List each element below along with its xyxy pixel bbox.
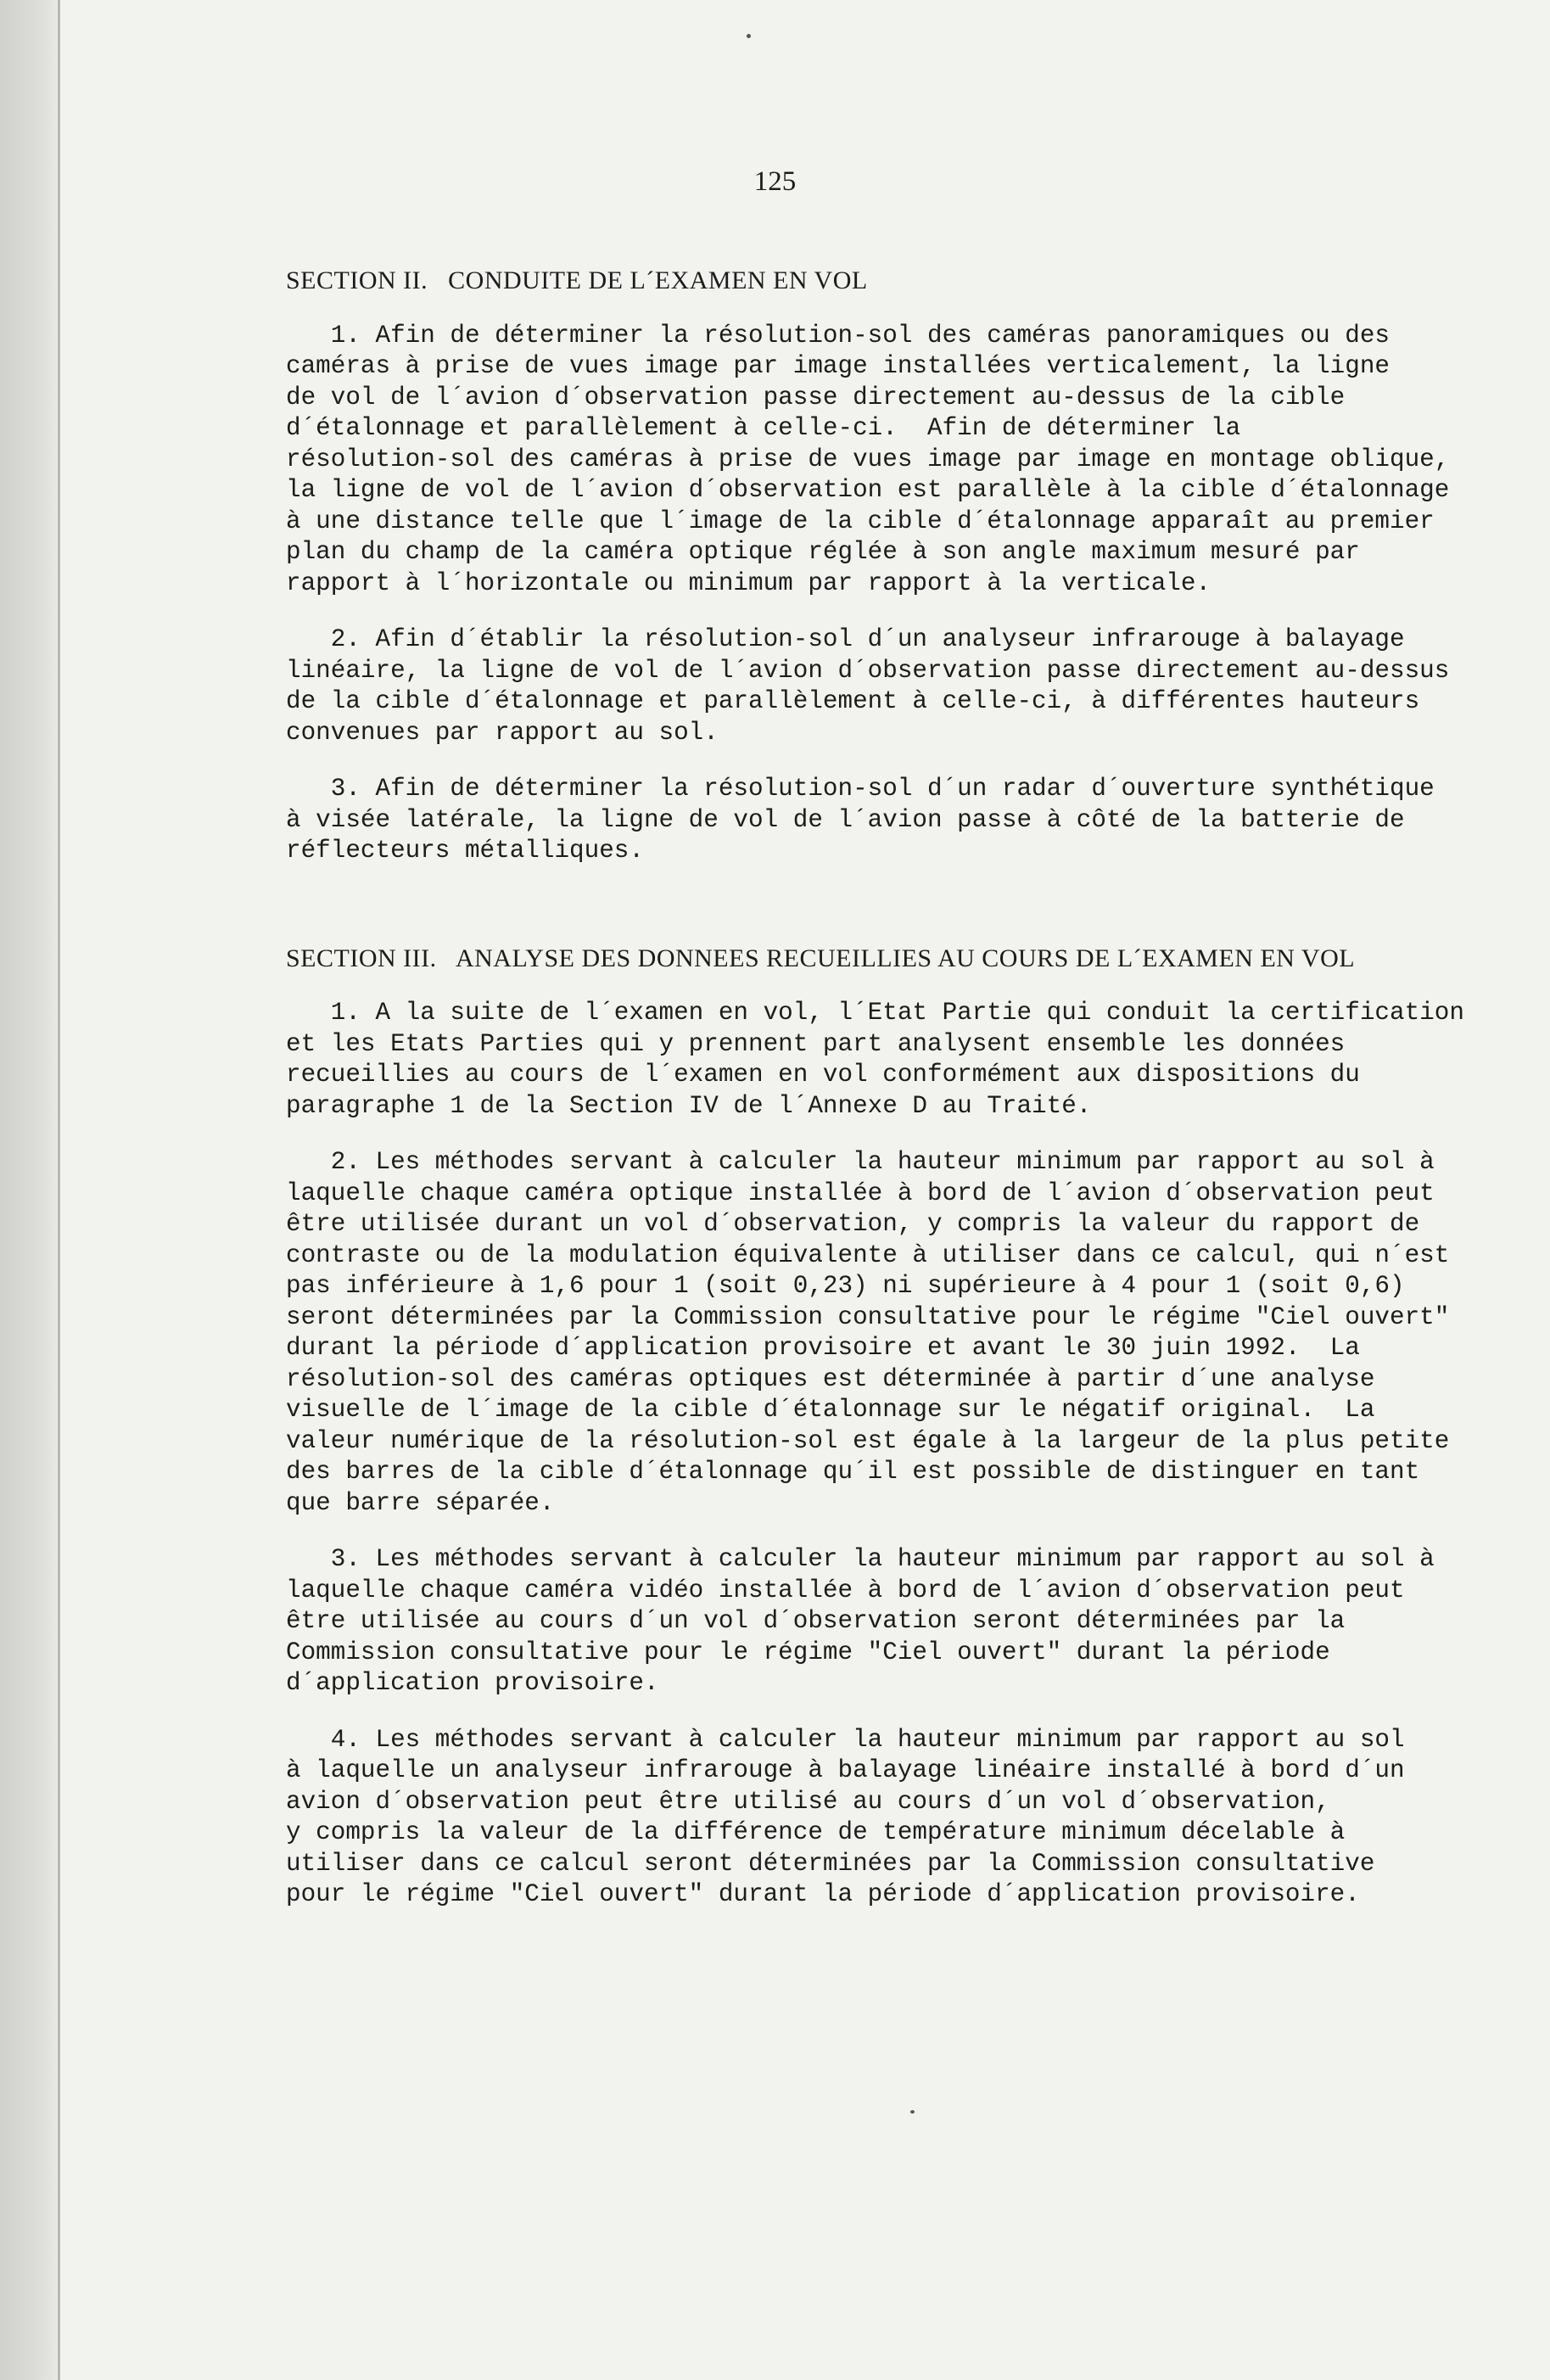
section-heading: SECTION III. ANALYSE DES DONNEES RECUEILLIES AU COURS DE L´EXAMEN EN VOL [286, 944, 1356, 972]
text-line: 3. Afin de déterminer la résolution-sol d´un radar d´ouverture synthétique [286, 775, 1435, 803]
text-line: linéaire, la ligne de vol de l´avion d´observation passe directement au-dessus [286, 656, 1450, 685]
text-line: laquelle chaque caméra vidéo installée à bord de l´avion d´observation peut [286, 1576, 1405, 1604]
text-line: pour le régime "Ciel ouvert" durant la période d´application provisoire. [286, 1880, 1360, 1908]
text-line: rapport à l´horizontale ou minimum par rapport à la verticale. [286, 568, 1211, 597]
text-line: 4. Les méthodes servant à calculer la hauteur minimum par rapport au sol [286, 1725, 1405, 1754]
text-line: résolution-sol des caméras à prise de vues image par image en montage oblique, [286, 445, 1450, 473]
text-line: 2. Afin d´établir la résolution-sol d´un analyseur infrarouge à balayage [286, 625, 1405, 653]
text-line: laquelle chaque caméra optique installée à bord de l´avion d´observation peut [286, 1179, 1435, 1207]
text-line: 3. Les méthodes servant à calculer la hauteur minimum par rapport au sol à [286, 1545, 1435, 1573]
text-line: convenues par rapport au sol. [286, 718, 719, 747]
text-line: paragraphe 1 de la Section IV de l´Annexe D au Traité. [286, 1091, 1092, 1120]
text-line: à visée latérale, la ligne de vol de l´avion passe à côté de la batterie de [286, 805, 1405, 834]
paragraph [286, 1147, 1469, 1519]
text-line: de vol de l´avion d´observation passe directement au-dessus de la cible [286, 383, 1346, 412]
text-line: utiliser dans ce calcul seront déterminées par la Commission consultative [286, 1849, 1375, 1878]
text-line: la ligne de vol de l´avion d´observation est parallèle à la cible d´étalonnage [286, 476, 1450, 504]
text-line: caméras à prise de vues image par image installées verticalement, la ligne [286, 352, 1390, 380]
section-spacer [286, 893, 1469, 944]
scan-speck [910, 2110, 915, 2114]
text-line: contraste ou de la modulation équivalente à utiliser dans ce calcul, qui n´est [286, 1240, 1450, 1269]
document-body [286, 266, 1469, 1936]
scan-speck [747, 34, 751, 38]
text-line: d´étalonnage et parallèlement à celle-ci. Afin de déterminer la [286, 414, 1241, 442]
text-line: visuelle de l´image de la cible d´étalonnage sur le négatif original. La [286, 1396, 1375, 1424]
text-line: 1. Afin de déterminer la résolution-sol des caméras panoramiques ou des [286, 321, 1390, 350]
text-line: à une distance telle que l´image de la cible d´étalonnage apparaît au premier [286, 507, 1435, 535]
text-line: plan du champ de la caméra optique réglée à son angle maximum mesuré par [286, 538, 1360, 566]
text-line: pas inférieure à 1,6 pour 1 (soit 0,23) ni supérieure à 4 pour 1 (soit 0,6) [286, 1272, 1405, 1300]
paragraph [286, 321, 1469, 600]
text-line: être utilisée durant un vol d´observation, y compris la valeur du rapport de [286, 1210, 1420, 1238]
text-line: y compris la valeur de la différence de température minimum décelable à [286, 1818, 1346, 1846]
page-number: 125 [753, 166, 797, 197]
text-line: d´application provisoire. [286, 1669, 659, 1697]
text-line: 2. Les méthodes servant à calculer la hauteur minimum par rapport au sol à [286, 1148, 1435, 1176]
text-line: 1. A la suite de l´examen en vol, l´Etat Partie qui conduit la certification [286, 999, 1464, 1027]
page-binding-shadow [0, 0, 59, 2380]
paragraph [286, 774, 1469, 867]
paragraph [286, 624, 1469, 748]
paragraph [286, 1544, 1469, 1700]
page-binding-edge [58, 0, 60, 2380]
text-line: Commission consultative pour le régime "Ciel ouvert" durant la période [286, 1638, 1330, 1666]
text-line: que barre séparée. [286, 1488, 555, 1517]
text-line: à laquelle un analyseur infrarouge à balayage linéaire installé à bord d´un [286, 1756, 1405, 1784]
paragraph [286, 998, 1469, 1122]
text-line: être utilisée au cours d´un vol d´observation seront déterminées par la [286, 1607, 1346, 1635]
text-line: seront déterminées par la Commission consultative pour le régime "Ciel ouvert" [286, 1302, 1450, 1331]
text-line: valeur numérique de la résolution-sol est égale à la largeur de la plus petite [286, 1426, 1450, 1455]
text-line: des barres de la cible d´étalonnage qu´il est possible de distinguer en tant [286, 1458, 1420, 1486]
text-line: avion d´observation peut être utilisé au cours d´un vol d´observation, [286, 1787, 1330, 1816]
text-line: durant la période d´application provisoire et avant le 30 juin 1992. La [286, 1334, 1360, 1362]
text-line: recueillies au cours de l´examen en vol conformément aux dispositions du [286, 1061, 1360, 1089]
text-line: de la cible d´étalonnage et parallèlement à celle-ci, à différentes hauteurs [286, 687, 1420, 715]
paragraph [286, 1725, 1469, 1911]
text-line: résolution-sol des caméras optiques est déterminée à partir d´une analyse [286, 1364, 1375, 1393]
text-line: réflecteurs métalliques. [286, 837, 644, 865]
text-line: et les Etats Parties qui y prennent part analysent ensemble les données [286, 1029, 1346, 1058]
section-heading: SECTION II. CONDUITE DE L´EXAMEN EN VOL [286, 266, 868, 294]
